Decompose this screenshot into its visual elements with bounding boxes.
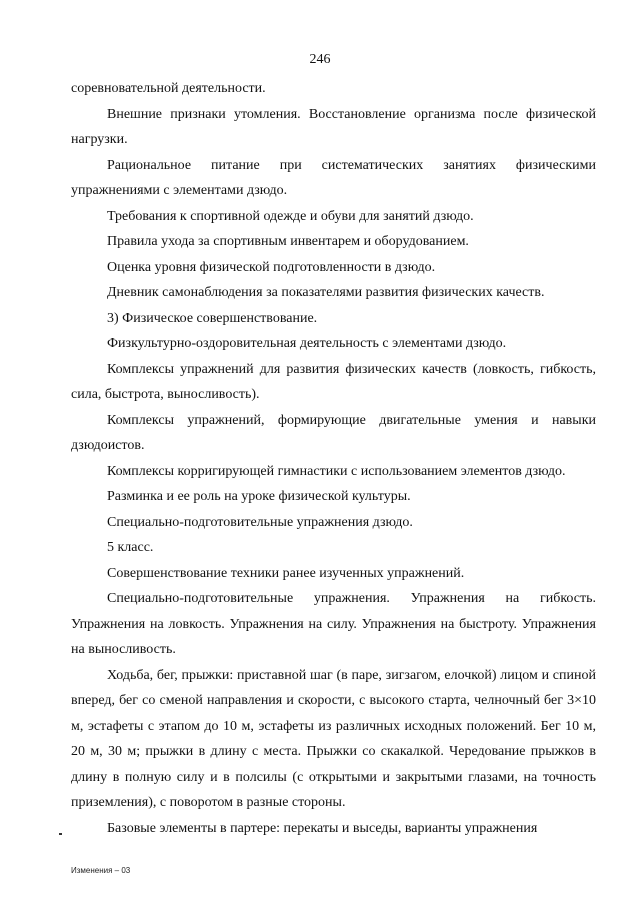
scan-mark <box>59 833 62 835</box>
paragraph: Ходьба, бег, прыжки: приставной шаг (в паре, зигзагом, елочкой) лицом и спиной вперед, бег со сменой направления и скорости, с высокого старта, челночный бег 3×10 м, эстафеты с этапом до 10 м, эстафеты из различных исходных положений. Бег 10 м, 20 м, 30 м; прыжки в длину с места. Прыжки со скакалкой. Чередование прыжков в длину в полную силу и в полсилы (с открытыми и закрытыми глазами, на точность приземления), с поворотом в разные стороны. <box>71 667 596 810</box>
paragraph: Внешние признаки утомления. Восстановление организма после физической нагрузки. <box>71 106 596 147</box>
paragraph: Оценка уровня физической подготовленности в дзюдо. <box>107 259 436 275</box>
paragraph: Совершенствование техники ранее изученных упражнений. <box>107 565 465 581</box>
paragraph: Физкультурно-оздоровительная деятельность с элементами дзюдо. <box>107 336 507 351</box>
paragraph: Комплексы упражнений, формирующие двигательные умения и навыки дзюдоистов. <box>71 412 596 453</box>
section-heading: 3) Физическое совершенствование. <box>107 310 318 326</box>
paragraph: Разминка и ее роль на уроке физической культуры. <box>107 489 411 504</box>
paragraph: Комплексы упражнений для развития физических качеств (ловкость, гибкость, сила, быстрота, выносливость). <box>71 361 596 402</box>
paragraph: Базовые элементы в партере: перекаты и выседы, варианты упражнения <box>107 820 538 836</box>
paragraph: Дневник самонаблюдения за показателями развития физических качеств. <box>107 285 545 300</box>
paragraph: Рациональное питание при систематических занятиях физическими упражнениями с элементами дзюдо. <box>71 157 596 198</box>
footer-revision: Изменения – 03 <box>71 866 131 875</box>
grade-heading: 5 класс. <box>107 540 154 555</box>
paragraph: Правила ухода за спортивным инвентарем и оборудованием. <box>107 234 469 249</box>
document-body <box>71 76 596 841</box>
paragraph: соревновательной деятельности. <box>71 81 266 96</box>
paragraph: Комплексы корригирующей гимнастики с использованием элементов дзюдо. <box>107 463 566 479</box>
page-number: 246 <box>309 52 331 67</box>
paragraph: Специально-подготовительные упражнения. Упражнения на гибкость. Упражнения на ловкость. Упражнения на силу. Упражнения на быстроту. Упражнения на выносливость. <box>71 591 596 657</box>
paragraph: Требования к спортивной одежде и обуви для занятий дзюдо. <box>107 208 474 224</box>
paragraph: Специально-подготовительные упражнения дзюдо. <box>107 514 413 530</box>
